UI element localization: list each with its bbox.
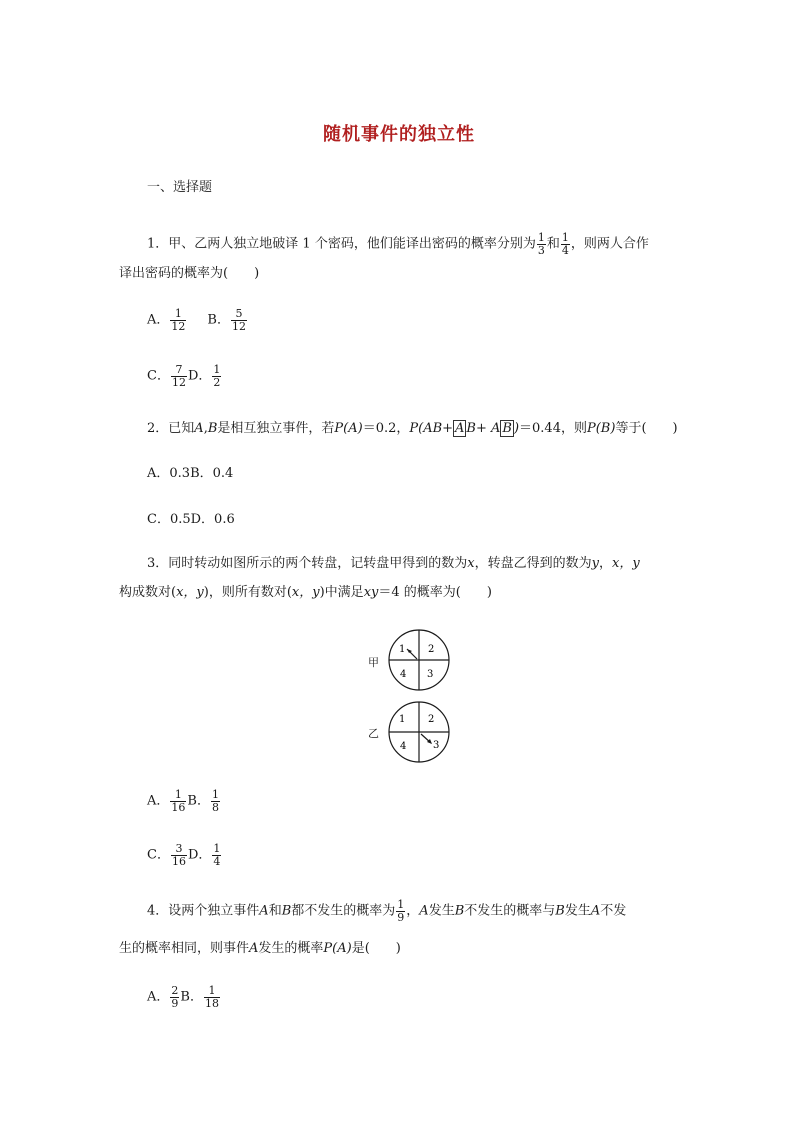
expression: P(A) — [323, 941, 352, 956]
variable: A — [194, 421, 204, 436]
question-text: 是相互独立事件，若 — [217, 421, 335, 436]
wheel-1-number: 3 — [427, 669, 434, 680]
question-text: 已知 — [168, 421, 195, 436]
question-2-options-ab: A．0.3B．0.4 — [147, 466, 234, 481]
question-text: 发生的概率 — [258, 941, 324, 956]
fraction: $\frac{1}{3}$ — [537, 231, 545, 257]
expression: P(B) — [586, 421, 616, 436]
question-text: 和 — [268, 903, 282, 919]
wheel-1-number: 2 — [428, 644, 435, 655]
question-text: 和 — [546, 236, 560, 252]
question-text: 同时转动如图所示的两个转盘，记转盘甲得到的数为 — [168, 556, 468, 571]
option-b-value: $\frac{5}{12}$ — [231, 307, 246, 333]
spinner-figure — [360, 622, 460, 772]
variable: B — [207, 421, 218, 436]
wheel-2-number: 3 — [433, 740, 440, 751]
variable: A — [590, 903, 601, 919]
question-1-options-ab — [147, 308, 248, 332]
wheel-2-label: 乙 — [368, 727, 379, 740]
variable: A — [419, 903, 429, 919]
question-text: , — [203, 421, 208, 436]
variable: x，y — [612, 556, 640, 571]
variable: x — [467, 556, 475, 571]
question-4-options-ab — [147, 985, 221, 1009]
option-b-value: $\frac{1}{8}$ — [211, 788, 219, 814]
fraction: $\frac{1}{4}$ — [561, 231, 569, 257]
question-3-line-2 — [119, 586, 492, 599]
wheel-2-number: 4 — [400, 741, 407, 752]
question-text: ，则两人合作 — [570, 236, 649, 252]
question-4-line-2 — [119, 942, 401, 955]
question-text: )，则所有数对( — [203, 585, 292, 600]
question-text: 不发生的概率与 — [464, 903, 556, 919]
question-text: ＝0.44，则 — [519, 421, 587, 436]
question-text: 甲、乙两人独立地破译 1 个密码，他们能译出密码的概率分别为 — [168, 236, 536, 252]
option-c-value: $\frac{3}{16}$ — [171, 842, 186, 868]
question-number: 2． — [147, 421, 169, 436]
option-b-label: B． — [187, 793, 210, 809]
overlined-variable: B — [502, 421, 512, 436]
option-c-label: C． — [147, 847, 170, 863]
question-text: 不发 — [600, 903, 627, 919]
option-a-value: $\frac{1}{16}$ — [171, 788, 186, 814]
option-b-label: B． — [180, 989, 203, 1005]
option-a-label: A． — [147, 989, 170, 1005]
option-c-label: C． — [147, 368, 170, 384]
option-c-value: $\frac{7}{12}$ — [171, 363, 186, 389]
expression: P(A) — [334, 421, 363, 436]
question-text: )中满足 — [319, 585, 364, 600]
question-text: 等于( ) — [615, 421, 678, 436]
question-text: 生的概率相同，则事件 — [119, 941, 250, 956]
wheel-1-label: 甲 — [368, 656, 379, 669]
question-number: 4． — [147, 903, 169, 919]
question-text: ， — [406, 903, 420, 919]
question-text: ＝0.2， — [362, 421, 410, 436]
question-1-options-cd — [147, 364, 222, 388]
variable: A — [249, 941, 259, 956]
question-3-options-cd — [147, 843, 222, 867]
question-1-line-1 — [147, 232, 649, 256]
question-text: 都不发生的概率为 — [291, 903, 396, 919]
question-text: 构成数对( — [119, 585, 177, 600]
option-b-label: B． — [207, 312, 230, 328]
variable: B — [555, 903, 565, 919]
option-d-value: $\frac{1}{4}$ — [213, 842, 221, 868]
option-d-label: D． — [187, 847, 212, 863]
expression: ) — [513, 421, 520, 436]
option-a-value: $\frac{2}{9}$ — [171, 984, 179, 1010]
question-2-options-cd: C．0.5D．0.6 — [147, 512, 235, 527]
option-d-value: $\frac{1}{2}$ — [213, 363, 221, 389]
option-b-value: $\frac{1}{18}$ — [204, 984, 219, 1010]
expression: P(AB+ — [409, 421, 454, 436]
question-number: 3． — [147, 556, 169, 571]
question-2-line-1 — [147, 422, 678, 435]
question-text: ，转盘乙得到的数为 — [474, 556, 592, 571]
variable: xy — [363, 585, 379, 600]
question-text: 发生 — [428, 903, 455, 919]
fraction: $\frac{1}{9}$ — [397, 898, 405, 924]
option-a-label: A． — [147, 312, 170, 328]
question-text: 是( ) — [351, 941, 401, 956]
wheel-2-number: 2 — [428, 714, 435, 725]
section-heading: 一、选择题 — [147, 180, 213, 195]
wheel-1-number: 4 — [400, 669, 407, 680]
question-text: 设两个独立事件 — [168, 903, 260, 919]
question-3-line-1 — [147, 557, 640, 570]
overlined-variable: A — [455, 421, 465, 436]
question-3-options-ab — [147, 789, 221, 813]
option-a-value: $\frac{1}{12}$ — [171, 307, 186, 333]
variable: A — [259, 903, 269, 919]
variable: x，y — [291, 585, 320, 600]
variable: y — [591, 556, 600, 571]
option-d-label: D． — [187, 368, 212, 384]
wheel-2-number: 1 — [399, 714, 406, 725]
question-text: ， — [599, 556, 613, 571]
variable: B — [454, 903, 465, 919]
option-a-label: A． — [147, 793, 170, 809]
question-text: ＝4 的概率为( ) — [378, 585, 492, 600]
question-1-line-2: 译出密码的概率为( ) — [119, 266, 260, 281]
expression: B+ A — [466, 421, 501, 436]
question-4-line-1 — [147, 899, 626, 923]
variable: B — [281, 903, 292, 919]
question-text: 发生 — [564, 903, 591, 919]
variable: x，y — [176, 585, 204, 600]
question-number: 1． — [147, 236, 169, 252]
page-title: 随机事件的独立性 — [323, 124, 475, 145]
wheel-1-pointer-head — [407, 649, 412, 653]
wheel-1-number: 1 — [399, 644, 406, 655]
